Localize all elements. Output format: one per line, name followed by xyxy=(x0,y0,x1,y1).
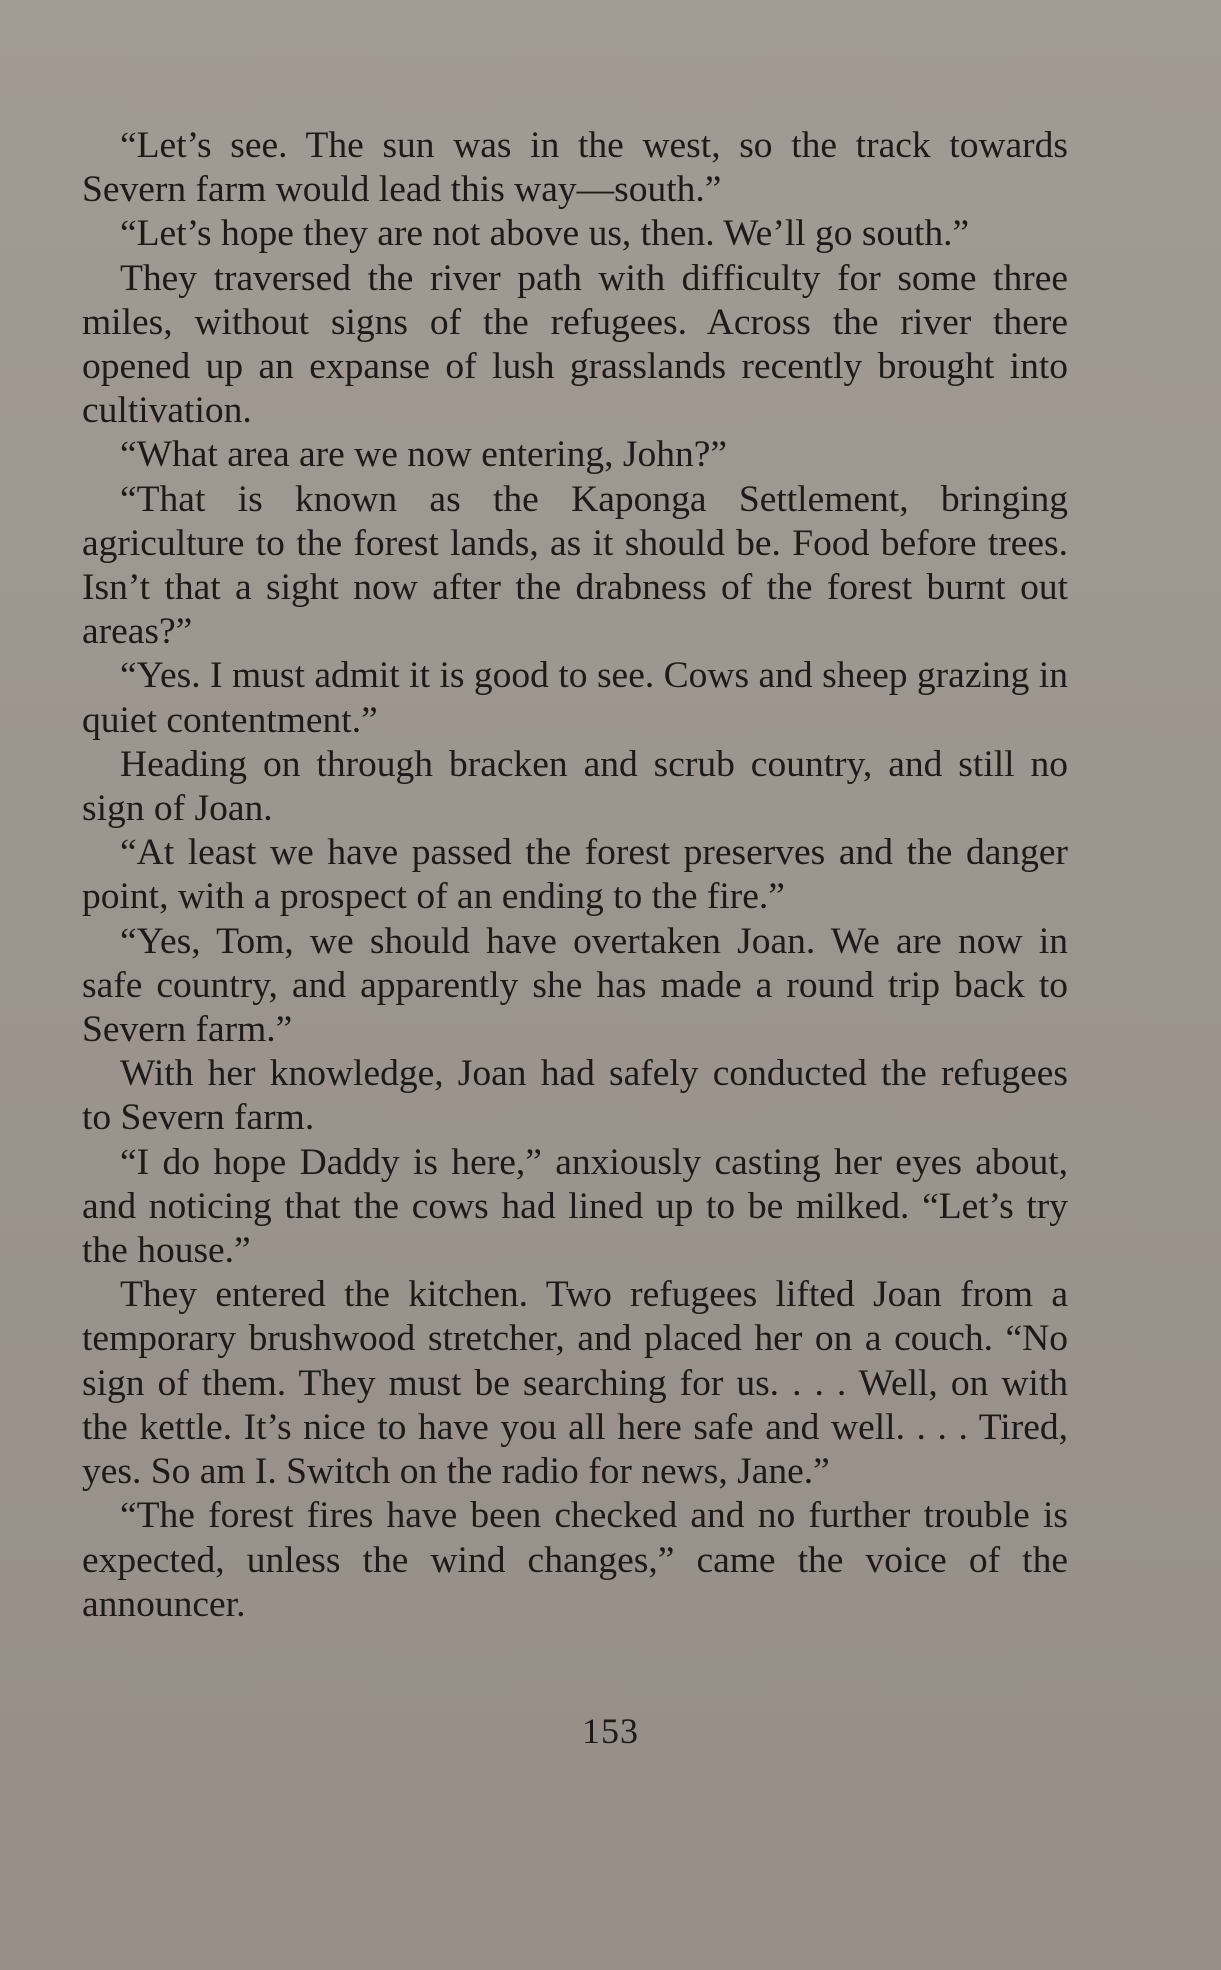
paragraph: “The forest fires have been checked and no further trouble is expected, unless the wind changes,” came the voice of the announcer. xyxy=(82,1495,1068,1625)
paragraph: With her knowledge, Joan had safely conducted the refugees to Severn farm. xyxy=(82,1053,1068,1139)
paragraph: “Let’s hope they are not above us, then. We’ll go south.” xyxy=(120,213,970,255)
paragraph: Heading on through bracken and scrub country, and still no sign of Joan. xyxy=(82,743,1068,830)
paragraph: “Yes, Tom, we should have overtaken Joan. We are now in safe country, and apparently she has made a round trip back to Severn farm.” xyxy=(82,920,1068,1051)
page-number: 153 xyxy=(582,1711,639,1751)
page-body-text xyxy=(82,124,1068,1627)
paragraph: They traversed the river path with difficulty for some three miles, without signs of the refugees. Across the river there opened up an expanse of lush grasslands recently brought into cultivation. xyxy=(82,257,1068,432)
paragraph: “What area are we now entering, John?” xyxy=(120,434,727,476)
paragraph: “That is known as the Kaponga Settlement, bringing agriculture to the forest lands, as it should be. Food before trees. Isn’t that a sight now after the drabness of the forest burnt out areas?” xyxy=(82,478,1068,653)
paragraph: “Let’s see. The sun was in the west, so the track towards Severn farm would lead this way—south.” xyxy=(82,125,1068,211)
paragraph: “At least we have passed the forest preserves and the danger point, with a prospect of an ending to the fire.” xyxy=(82,832,1068,918)
paragraph: They entered the kitchen. Two refugees lifted Joan from a temporary brushwood stretcher, and placed her on a couch. “No sign of them. They must be searching for us. . . . Well, on with the kettle. It’s nice to have you all here safe and well. . . . Tired, yes. So am I. Switch on the radio for news, Jane.” xyxy=(82,1274,1068,1493)
paragraph: “Yes. I must admit it is good to see. Cows and sheep grazing in quiet contentment.” xyxy=(82,655,1068,741)
paragraph: “I do hope Daddy is here,” anxiously casting her eyes about, and noticing that the cows had lined up to be milked. “Let’s try the house.” xyxy=(82,1141,1068,1272)
